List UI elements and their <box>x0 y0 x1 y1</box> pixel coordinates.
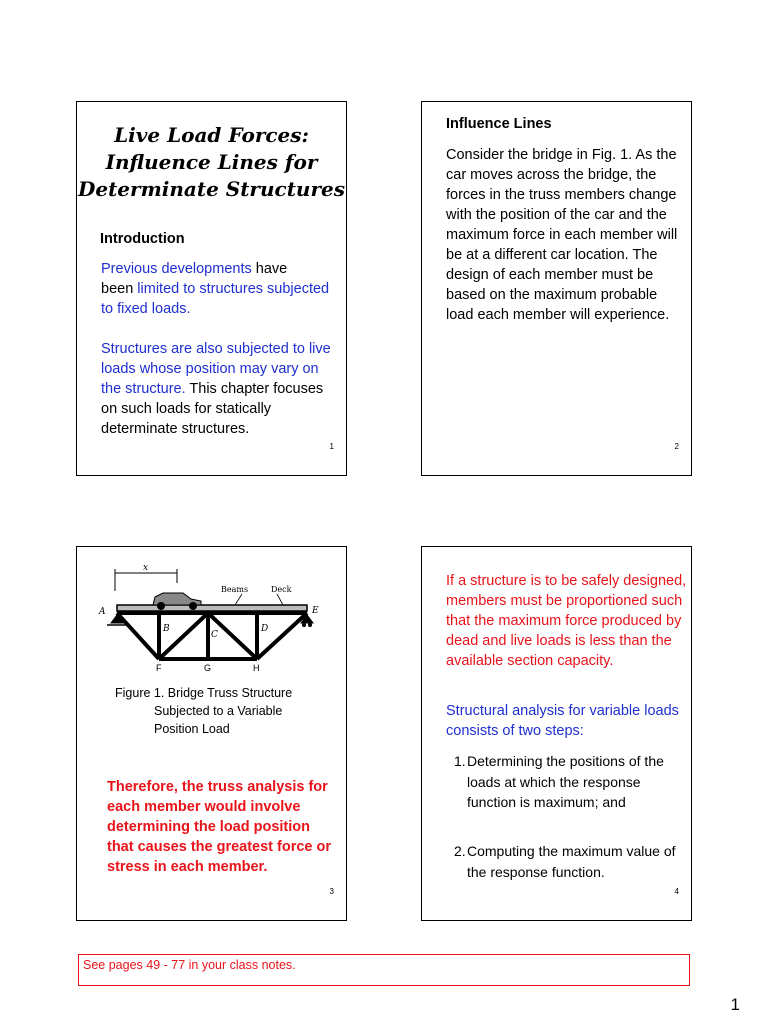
slide-2-page-number: 2 <box>674 442 679 451</box>
slide-1-paragraph-2: Structures are also subjected to live loads whose position may vary on the structure. This chapter focuses on such loads for statically determinate structures. <box>101 341 331 437</box>
slide-4 <box>421 546 692 921</box>
fig-label-deck: Deck <box>271 585 292 594</box>
bridge-truss-figure <box>97 561 327 671</box>
slide-3-conclusion: Therefore, the truss analysis for each member would involve determining the load position that causes the greatest force or stress in each member. <box>107 779 332 875</box>
slide-1 <box>76 101 347 476</box>
fig-label-f: F <box>156 663 162 671</box>
fig-label-e: E <box>312 606 319 616</box>
fig-label-g: G <box>204 663 212 671</box>
step-list-item-2: 2. Computing the maximum value of the response function. <box>454 843 676 880</box>
class-notes-reference: See pages 49 - 77 in your class notes. <box>78 954 690 986</box>
fig-label-a: A <box>99 607 106 617</box>
slide-1-title: Live Load Forces: Influence Lines for Determinate Structures <box>78 123 345 201</box>
slide-4-design-statement: If a structure is to be safely designed, members must be proportioned such that the maximum force produced by dead and live loads is less than the available section capacity. <box>446 573 687 669</box>
fig-label-h: H <box>253 663 260 671</box>
fig-label-x: x <box>143 563 149 573</box>
fig-label-d: D <box>261 624 269 634</box>
slide-4-page-number: 4 <box>674 887 679 896</box>
slide-2-body: Consider the bridge in Fig. 1. As the car moves across the bridge, the forces in the truss members change with the position of the car and the maximum force in each member will be at a different car location. The design of each member must be based on the maximum probable load each member will experience. <box>446 147 678 323</box>
slide-3 <box>76 546 347 921</box>
document-page-number: 1 <box>730 995 740 1014</box>
fig-label-c: C <box>211 630 218 640</box>
slide-4-steps-intro: Structural analysis for variable loads consists of two steps: <box>446 703 679 739</box>
slide-1-heading: Introduction <box>100 231 185 247</box>
slide-1-paragraph-1: Previous developments have been limited to structures subjected to fixed loads. <box>101 261 330 317</box>
slide-3-page-number: 3 <box>329 887 334 896</box>
slide-1-page-number: 1 <box>329 442 334 451</box>
fig-label-b: B <box>163 624 170 634</box>
figure-caption: Figure 1. Bridge Truss Structure Subjected to a Variable Position Load <box>115 686 293 736</box>
fig-label-beams: Beams <box>221 585 249 594</box>
slide-2-heading: Influence Lines <box>446 116 552 132</box>
slide-2 <box>421 101 692 476</box>
step-list-item-1: 1. Determining the positions of the loads at which the response function is maximum; and <box>454 753 664 810</box>
